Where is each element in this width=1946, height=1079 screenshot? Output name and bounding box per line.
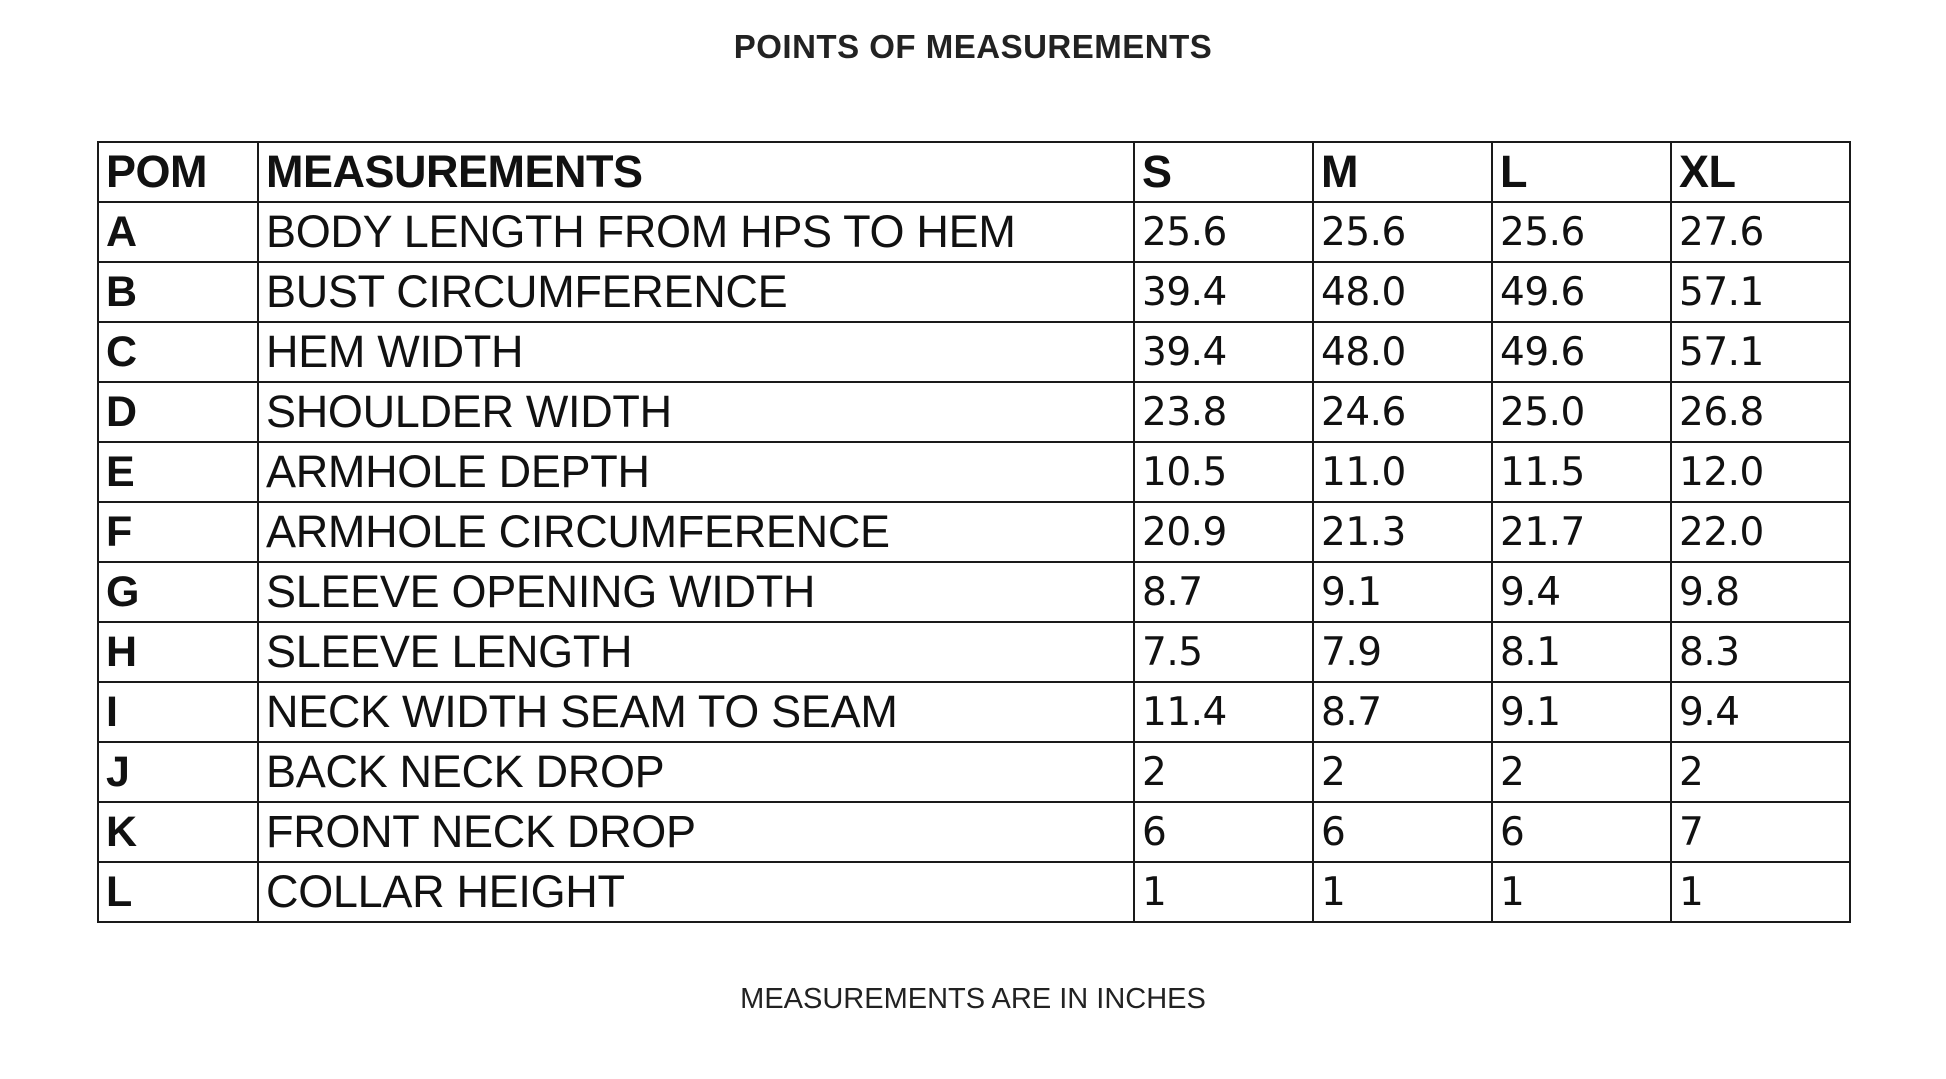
measurement-name-cell: FRONT NECK DROP (258, 802, 1134, 862)
size-l-value-cell: 11.5 (1492, 442, 1671, 502)
size-s-value-cell: 7.5 (1134, 622, 1313, 682)
size-l-value-cell: 2 (1492, 742, 1671, 802)
size-xl-value-cell: 9.4 (1671, 682, 1850, 742)
measurement-name-cell: ARMHOLE DEPTH (258, 442, 1134, 502)
size-m-value-cell: 8.7 (1313, 682, 1492, 742)
page-title: POINTS OF MEASUREMENTS (733, 28, 1213, 65)
table-body (98, 202, 1850, 922)
size-m-value-cell: 6 (1313, 802, 1492, 862)
measurements-table (97, 141, 1851, 923)
size-xl-value-cell: 2 (1671, 742, 1850, 802)
size-xl-value-cell: 57.1 (1671, 322, 1850, 382)
size-xl-value-cell: 27.6 (1671, 202, 1850, 262)
header-size-xl: XL (1671, 142, 1850, 202)
size-l-value-cell: 6 (1492, 802, 1671, 862)
units-note: MEASUREMENTS ARE IN INCHES (740, 983, 1206, 1015)
size-s-value-cell: 10.5 (1134, 442, 1313, 502)
size-s-value-cell: 39.4 (1134, 262, 1313, 322)
table-row (98, 502, 1850, 562)
table-row (98, 742, 1850, 802)
header-measurements: MEASUREMENTS (258, 142, 1134, 202)
size-xl-value-cell: 12.0 (1671, 442, 1850, 502)
size-l-value-cell: 1 (1492, 862, 1671, 922)
measurement-name-cell: NECK WIDTH SEAM TO SEAM (258, 682, 1134, 742)
table-row (98, 262, 1850, 322)
size-s-value-cell: 20.9 (1134, 502, 1313, 562)
size-l-value-cell: 8.1 (1492, 622, 1671, 682)
measurement-name-cell: SLEEVE OPENING WIDTH (258, 562, 1134, 622)
size-l-value-cell: 21.7 (1492, 502, 1671, 562)
size-l-value-cell: 25.6 (1492, 202, 1671, 262)
pom-code-cell: K (98, 802, 258, 862)
header-size-m: M (1313, 142, 1492, 202)
pom-code-cell: B (98, 262, 258, 322)
table-row (98, 382, 1850, 442)
size-xl-value-cell: 22.0 (1671, 502, 1850, 562)
size-l-value-cell: 49.6 (1492, 322, 1671, 382)
table-row (98, 682, 1850, 742)
size-l-value-cell: 25.0 (1492, 382, 1671, 442)
measurement-name-cell: COLLAR HEIGHT (258, 862, 1134, 922)
pom-code-cell: A (98, 202, 258, 262)
pom-code-cell: F (98, 502, 258, 562)
size-l-value-cell: 9.4 (1492, 562, 1671, 622)
table-row (98, 802, 1850, 862)
size-s-value-cell: 39.4 (1134, 322, 1313, 382)
size-xl-value-cell: 1 (1671, 862, 1850, 922)
size-s-value-cell: 25.6 (1134, 202, 1313, 262)
pom-code-cell: E (98, 442, 258, 502)
header-pom: POM (98, 142, 258, 202)
measurement-name-cell: ARMHOLE CIRCUMFERENCE (258, 502, 1134, 562)
size-m-value-cell: 1 (1313, 862, 1492, 922)
pom-code-cell: G (98, 562, 258, 622)
size-m-value-cell: 48.0 (1313, 262, 1492, 322)
pom-code-cell: L (98, 862, 258, 922)
size-m-value-cell: 24.6 (1313, 382, 1492, 442)
size-m-value-cell: 48.0 (1313, 322, 1492, 382)
size-m-value-cell: 2 (1313, 742, 1492, 802)
header-size-s: S (1134, 142, 1313, 202)
size-m-value-cell: 7.9 (1313, 622, 1492, 682)
measurement-name-cell: SLEEVE LENGTH (258, 622, 1134, 682)
pom-code-cell: H (98, 622, 258, 682)
table-row (98, 562, 1850, 622)
size-xl-value-cell: 26.8 (1671, 382, 1850, 442)
size-m-value-cell: 21.3 (1313, 502, 1492, 562)
size-xl-value-cell: 8.3 (1671, 622, 1850, 682)
size-l-value-cell: 9.1 (1492, 682, 1671, 742)
size-l-value-cell: 49.6 (1492, 262, 1671, 322)
measurement-name-cell: HEM WIDTH (258, 322, 1134, 382)
size-xl-value-cell: 9.8 (1671, 562, 1850, 622)
measurement-name-cell: BODY LENGTH FROM HPS TO HEM (258, 202, 1134, 262)
size-m-value-cell: 9.1 (1313, 562, 1492, 622)
table-row (98, 442, 1850, 502)
size-s-value-cell: 11.4 (1134, 682, 1313, 742)
size-m-value-cell: 11.0 (1313, 442, 1492, 502)
table-header-row (98, 142, 1850, 202)
table-row (98, 322, 1850, 382)
table-row (98, 622, 1850, 682)
size-s-value-cell: 6 (1134, 802, 1313, 862)
header-size-l: L (1492, 142, 1671, 202)
size-xl-value-cell: 57.1 (1671, 262, 1850, 322)
size-m-value-cell: 25.6 (1313, 202, 1492, 262)
pom-code-cell: D (98, 382, 258, 442)
size-s-value-cell: 1 (1134, 862, 1313, 922)
measurement-name-cell: BUST CIRCUMFERENCE (258, 262, 1134, 322)
measurement-name-cell: SHOULDER WIDTH (258, 382, 1134, 442)
measurement-name-cell: BACK NECK DROP (258, 742, 1134, 802)
table-row (98, 862, 1850, 922)
size-s-value-cell: 8.7 (1134, 562, 1313, 622)
size-xl-value-cell: 7 (1671, 802, 1850, 862)
size-s-value-cell: 23.8 (1134, 382, 1313, 442)
pom-code-cell: C (98, 322, 258, 382)
table-row (98, 202, 1850, 262)
pom-code-cell: I (98, 682, 258, 742)
pom-code-cell: J (98, 742, 258, 802)
size-s-value-cell: 2 (1134, 742, 1313, 802)
